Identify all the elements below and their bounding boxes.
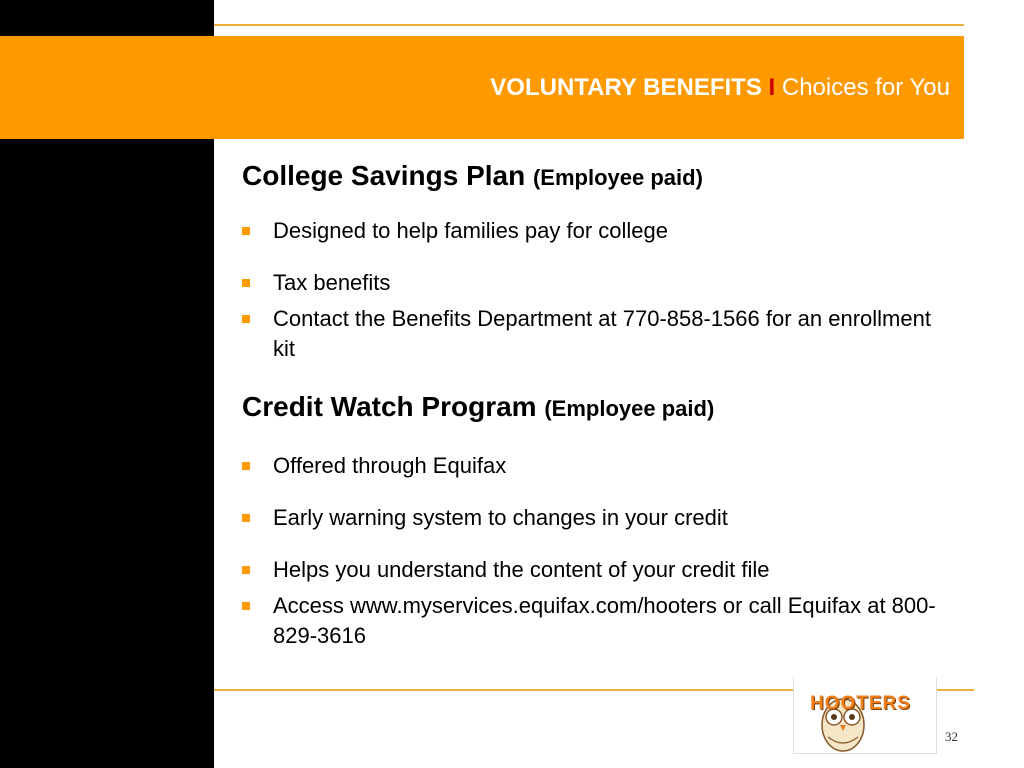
list-item-text: Tax benefits: [273, 270, 391, 295]
list-item-text: Offered through Equifax: [273, 453, 507, 478]
list-item-text: Contact the Benefits Department at 770-858-1566 for an enrollment kit: [273, 306, 931, 361]
square-bullet-icon: [242, 279, 250, 287]
content-area: [242, 158, 942, 651]
page-title-sub: Choices for You: [781, 74, 950, 101]
square-bullet-icon: [242, 602, 250, 610]
list-item: [242, 268, 942, 298]
section-heading: College Savings Plan: [242, 160, 526, 191]
page-title-main: VOLUNTARY BENEFITS: [490, 74, 762, 101]
square-bullet-icon: [242, 315, 250, 323]
list-item-text: Helps you understand the content of your credit file: [273, 557, 770, 582]
square-bullet-icon: [242, 566, 250, 574]
list-item-text: Access www.myservices.equifax.com/hooters or call Equifax at 800-829-3616: [273, 593, 936, 648]
page-title: [490, 73, 950, 103]
list-item-text: Early warning system to changes in your credit: [273, 505, 728, 530]
list-item: [242, 451, 942, 481]
section-heading: Credit Watch Program: [242, 391, 537, 422]
list-item: [242, 216, 942, 246]
hooters-logo: [793, 677, 937, 754]
list-item: [242, 503, 942, 533]
square-bullet-icon: [242, 462, 250, 470]
section-title-college-savings: [242, 158, 942, 196]
logo-wordmark: HOOTERS: [810, 693, 911, 714]
list-item-text: Designed to help families pay for college: [273, 218, 669, 243]
list-item: [242, 555, 942, 585]
credit-watch-list: [242, 451, 942, 651]
page-number: 32: [945, 729, 958, 744]
top-divider: [214, 24, 964, 26]
section-note: (Employee paid): [544, 396, 715, 421]
list-item: [242, 591, 942, 651]
square-bullet-icon: [242, 514, 250, 522]
title-separator: I: [768, 74, 776, 101]
section-note: (Employee paid): [532, 165, 703, 190]
section-title-credit-watch: [242, 389, 942, 427]
college-savings-list: [242, 216, 942, 364]
list-item: [242, 304, 942, 364]
square-bullet-icon: [242, 227, 250, 235]
